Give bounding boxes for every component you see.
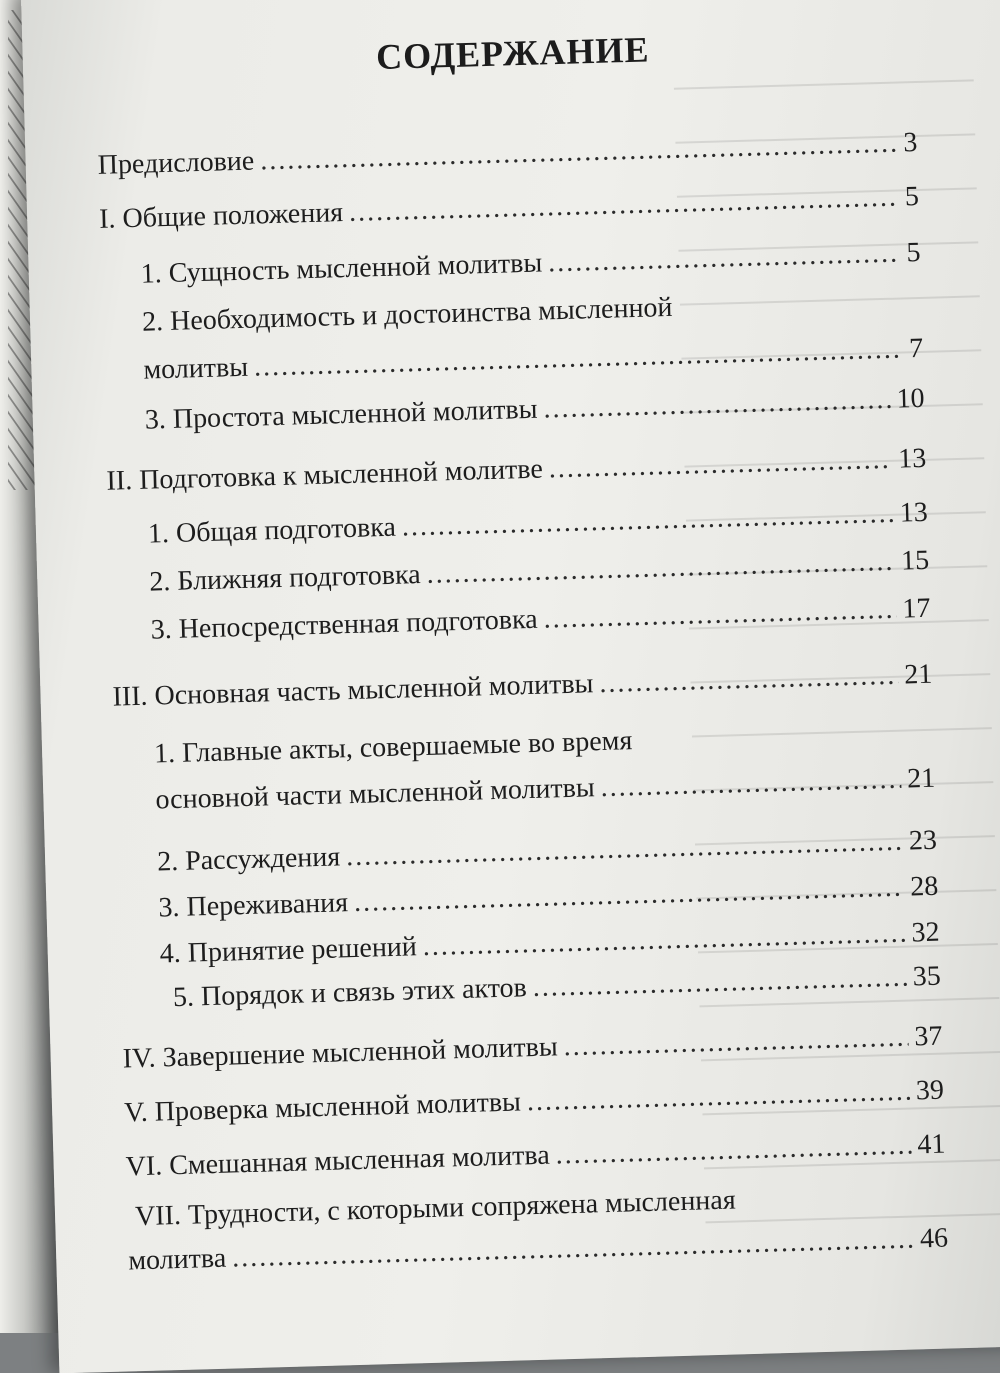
toc-entry-page: 41 (916, 1128, 946, 1161)
leader-dots (599, 656, 899, 704)
toc-entry-page: 28 (909, 870, 939, 903)
toc-entry-page: 13 (897, 442, 927, 475)
toc-entry-label-line1: VII. Трудности, с которыми сопряжена мысленная (134, 1184, 737, 1233)
toc-entry-page: 5 (906, 236, 921, 269)
toc-entry-page: 21 (906, 762, 936, 795)
toc-entry-label: II. Подготовка к мысленной молитве (106, 453, 544, 497)
toc-entry-label: 4. Принятие решений (159, 931, 418, 970)
toc-entry-label: IV. Завершение мысленной молитвы (122, 1031, 559, 1075)
toc-entry-page: 13 (899, 496, 929, 529)
toc-entry-page: 46 (919, 1222, 949, 1255)
toc-entry-label: VI. Смешанная мысленная молитва (125, 1139, 551, 1183)
toc-entry-page: 3 (902, 126, 918, 159)
toc-entry-label: молитва (127, 1242, 227, 1277)
toc-entry-label: 3. Переживания (158, 887, 349, 924)
toc-entry-page: 32 (911, 916, 940, 949)
toc-entry-label: 3. Простота мысленной молитвы (144, 393, 538, 436)
toc-entry-label: основной части мысленной молитвы (155, 772, 596, 816)
toc-entry-page: 23 (908, 824, 938, 857)
toc-entry-page: 21 (903, 658, 933, 691)
toc-entry-label: I. Общие положения (98, 197, 344, 235)
book-page (21, 0, 1000, 1373)
toc-entry-label: 1. Сущность мысленной молитвы (140, 247, 543, 290)
toc-entry-label: молитвы (143, 351, 249, 386)
toc-entry-label: 2. Рассуждения (156, 841, 341, 878)
toc-entry-page: 17 (902, 592, 931, 625)
toc-entry-page: 35 (912, 960, 942, 993)
toc-entry-label: 2. Ближняя подготовка (148, 559, 422, 598)
toc-entry-label: Предисловие (97, 145, 255, 181)
leader-dots (600, 760, 902, 808)
toc-entry-page: 37 (913, 1020, 943, 1053)
toc-entry-page: 7 (908, 332, 924, 365)
toc-entry-label: III. Основная часть мысленной молитвы (112, 668, 594, 713)
toc-entry-label: 5. Порядок и связь этих актов (172, 972, 528, 1014)
toc-entry-label: 1. Общая подготовка (147, 511, 397, 550)
toc-title: СОДЕРЖАНИЕ (375, 29, 650, 78)
toc-entry-label-line1: 1. Главные акты, совершаемые во время (153, 725, 633, 770)
toc-entry-page: 39 (915, 1074, 945, 1107)
toc-entry-page: 15 (900, 544, 930, 577)
toc-entry-label-line1: 2. Необходимость и достоинства мысленной (141, 291, 673, 338)
toc-entry-label: 3. Непосредственная подготовка (150, 603, 539, 646)
toc-entry-label: V. Проверка мысленной молитвы (123, 1086, 522, 1129)
toc-entry-page: 5 (904, 180, 920, 213)
toc-entry-page: 10 (896, 382, 926, 415)
